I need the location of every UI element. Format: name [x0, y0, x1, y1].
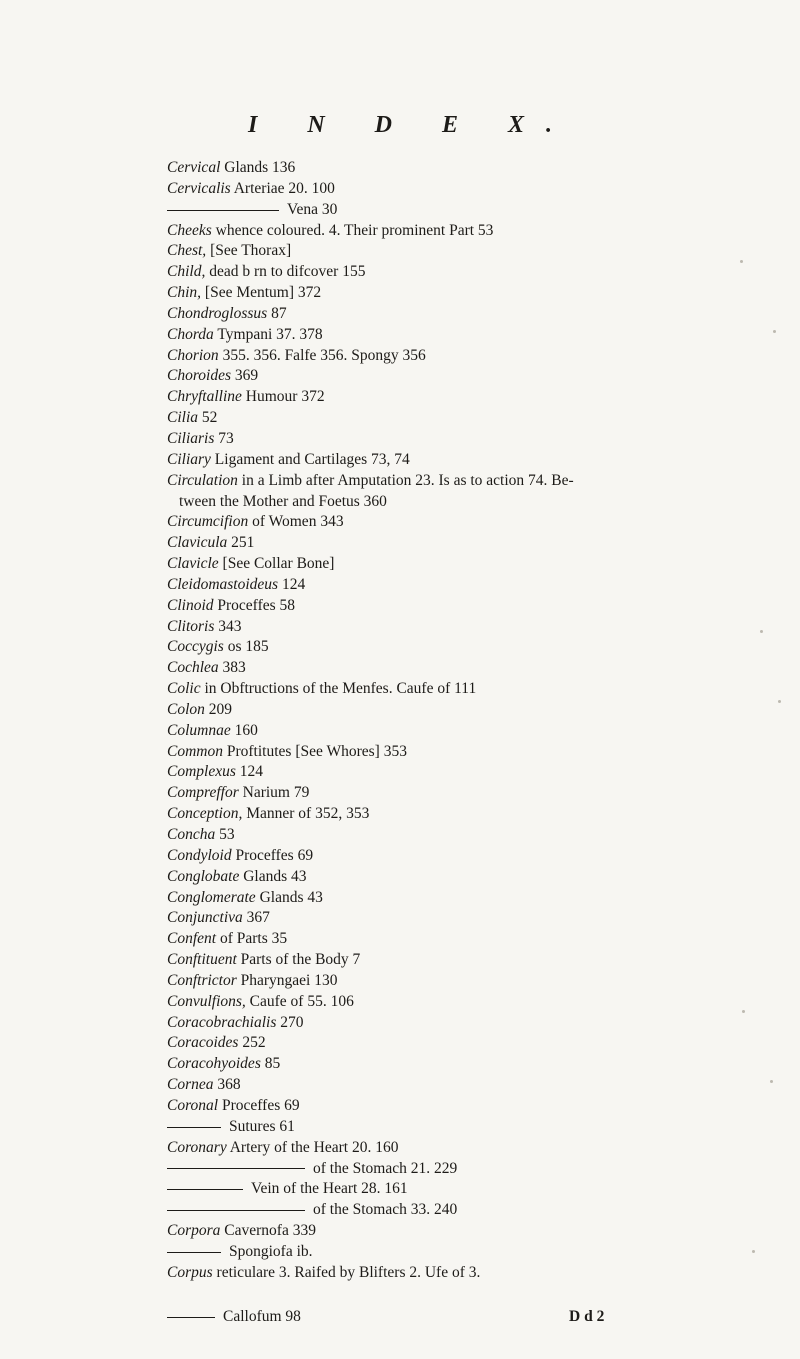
- ditto-dash: [167, 210, 279, 211]
- entry-references: Parts of the Body 7: [236, 951, 361, 969]
- index-entry: [167, 971, 800, 992]
- entry-references: 73: [214, 429, 234, 447]
- index-entry: [167, 554, 800, 575]
- index-entry: [167, 1033, 800, 1054]
- entry-term: Conglobate: [167, 867, 240, 885]
- footer-entry: Callofum 98: [223, 1308, 301, 1325]
- signature-mark: D d 2: [569, 1308, 605, 1325]
- entry-references: tween the Mother and Foetus 360: [179, 492, 387, 510]
- entry-references: 343: [214, 617, 242, 635]
- entry-term: Chryftalline: [167, 388, 242, 406]
- index-entry: [167, 1096, 800, 1117]
- entry-term: Columnae: [167, 721, 231, 739]
- index-entry: [167, 366, 800, 387]
- index-entry: [167, 283, 800, 304]
- entry-term: Cheeks: [167, 221, 212, 239]
- index-entry: [167, 1054, 800, 1075]
- index-entry: [167, 637, 800, 658]
- entry-term: Conjunctiva: [167, 909, 243, 927]
- entry-references: dead b rn to difcover 155: [205, 263, 366, 281]
- entry-references: Glands 43: [255, 888, 323, 906]
- entry-references: 367: [242, 909, 270, 927]
- index-entry: [167, 1013, 800, 1034]
- ditto-dash: [167, 1127, 221, 1128]
- index-entry: [167, 221, 800, 242]
- index-entry: [167, 262, 800, 283]
- index-entry: [167, 1075, 800, 1096]
- entry-references: 87: [267, 304, 287, 322]
- entry-references: 355. 356. Falfe 356. Spongy 356: [218, 346, 426, 364]
- entry-references: 124: [235, 763, 264, 781]
- index-entry: [167, 596, 800, 617]
- entry-term: Chorion: [167, 346, 219, 364]
- entry-term: Ciliaris: [167, 429, 215, 447]
- entry-term: Colic: [167, 680, 201, 698]
- index-entry: [167, 1138, 800, 1159]
- index-entry: [167, 1263, 800, 1284]
- entry-term: Cilia: [167, 409, 199, 427]
- index-entry: [167, 179, 800, 200]
- page-title: I N D E X.: [247, 112, 575, 138]
- entry-references: Sutures 61: [229, 1117, 295, 1135]
- entry-term: Confent: [167, 930, 217, 948]
- entry-references: Proceffes 58: [213, 596, 296, 614]
- entry-term: Chondroglossus: [167, 304, 268, 322]
- entry-references: Humour 372: [241, 388, 325, 406]
- entry-term: Conglomerate: [167, 888, 256, 906]
- index-entry: [167, 742, 800, 763]
- entry-term: Circulation: [167, 471, 238, 489]
- entry-references: 251: [227, 534, 255, 552]
- entry-references: 252: [238, 1034, 266, 1052]
- index-entry: [167, 200, 800, 221]
- entry-references: of the Stomach 21. 229: [313, 1159, 458, 1177]
- entry-references: of the Stomach 33. 240: [313, 1201, 458, 1219]
- index-entry: [167, 492, 800, 513]
- entry-references: Proceffes 69: [218, 1096, 300, 1114]
- entry-references: Tympani 37. 378: [213, 325, 323, 343]
- entry-term: Complexus: [167, 763, 236, 781]
- entry-references: Vein of the Heart 28. 161: [251, 1180, 408, 1198]
- entry-term: Choroides: [167, 367, 232, 385]
- index-entry: [167, 1200, 800, 1221]
- index-entry: [167, 804, 800, 825]
- entry-term: Ciliary: [167, 450, 211, 468]
- index-entry: [167, 1117, 800, 1138]
- index-entry: [167, 846, 800, 867]
- entry-references: Pharyngaei 130: [236, 971, 338, 989]
- entry-term: Colon: [167, 700, 205, 718]
- entry-references: [See Mentum] 372: [201, 284, 322, 302]
- entry-term: Conception,: [167, 805, 243, 823]
- entry-references: 209: [204, 700, 233, 718]
- index-entry: [167, 679, 800, 700]
- entry-term: Corpora: [167, 1222, 221, 1240]
- entry-references: Manner of 352, 353: [242, 805, 370, 823]
- entry-references: Artery of the Heart 20. 160: [226, 1138, 399, 1156]
- index-entry: [167, 346, 800, 367]
- index-entry: [167, 512, 800, 533]
- entry-references: Vena 30: [287, 200, 338, 218]
- index-entry: [167, 450, 800, 471]
- ditto-dash: [167, 1210, 305, 1211]
- entry-term: Chorda: [167, 325, 214, 343]
- index-entry: [167, 950, 800, 971]
- entry-term: Cornea: [167, 1076, 214, 1094]
- index-entry: [167, 304, 800, 325]
- entry-references: 160: [230, 721, 258, 739]
- index-entries: [167, 158, 800, 1284]
- entry-term: Clavicle: [167, 555, 219, 573]
- ditto-dash: [167, 1189, 243, 1190]
- entry-term: Corpus: [167, 1263, 213, 1281]
- entry-term: Coronary: [167, 1138, 227, 1156]
- index-entry: [167, 158, 800, 179]
- index-entry: [167, 888, 800, 909]
- entry-references: Spongiofa ib.: [229, 1242, 313, 1260]
- entry-references: Glands 136: [220, 159, 296, 176]
- entry-references: 124: [278, 575, 306, 593]
- entry-term: Child,: [167, 263, 206, 281]
- entry-term: Clavicula: [167, 534, 228, 552]
- index-entry: [167, 1159, 800, 1180]
- entry-references: whence coloured. 4. Their prominent Part 53: [211, 221, 494, 239]
- entry-term: Coronal: [167, 1096, 219, 1114]
- index-entry: [167, 908, 800, 929]
- entry-term: Concha: [167, 826, 216, 843]
- entry-term: Cochlea: [167, 659, 219, 677]
- entry-references: 53: [215, 826, 235, 843]
- ditto-dash: [167, 1168, 305, 1169]
- entry-term: Coracobrachialis: [167, 1013, 277, 1031]
- entry-references: [See Thorax]: [206, 242, 292, 260]
- entry-term: Chest,: [167, 242, 207, 260]
- index-entry: [167, 471, 800, 492]
- entry-references: [See Collar Bone]: [218, 555, 335, 573]
- entry-term: Coracoides: [167, 1034, 239, 1052]
- index-entry: [167, 929, 800, 950]
- entry-term: Cervicalis: [167, 179, 231, 197]
- entry-term: Convulfions,: [167, 992, 246, 1010]
- index-entry: [167, 325, 800, 346]
- entry-term: Condyloid: [167, 846, 232, 864]
- index-entry: [167, 533, 800, 554]
- entry-references: Arteriae 20. 100: [230, 179, 335, 197]
- index-entry: [167, 429, 800, 450]
- entry-references: 368: [213, 1076, 241, 1094]
- entry-references: 270: [276, 1013, 304, 1031]
- index-entry: [167, 721, 800, 742]
- entry-term: Clinoid: [167, 596, 214, 614]
- index-entry: [167, 575, 800, 596]
- index-entry: [167, 241, 800, 262]
- entry-references: in a Limb after Amputation 23. Is as to action 74. Be-: [237, 471, 574, 489]
- index-entry: [167, 387, 800, 408]
- entry-term: Common: [167, 742, 223, 760]
- footer-line: [167, 1306, 687, 1328]
- entry-references: 383: [218, 659, 246, 677]
- entry-references: Caufe of 55. 106: [245, 992, 354, 1010]
- entry-term: Clitoris: [167, 617, 215, 635]
- index-entry: [167, 783, 800, 804]
- entry-term: Circumcifion: [167, 513, 249, 531]
- entry-references: os 185: [223, 638, 269, 656]
- entry-term: Cleidomastoideus: [167, 575, 279, 593]
- entry-references: of Parts 35: [216, 930, 288, 948]
- index-entry: [167, 700, 800, 721]
- entry-term: Coccygis: [167, 638, 224, 656]
- entry-references: 85: [260, 1055, 281, 1073]
- index-entry: [167, 825, 800, 846]
- index-entry: [167, 1242, 800, 1263]
- entry-term: Conftituent: [167, 951, 237, 969]
- entry-references: 52: [198, 409, 218, 427]
- entry-term: Compreffor: [167, 784, 239, 802]
- entry-references: of Women 343: [248, 513, 344, 531]
- ditto-dash: [167, 1317, 215, 1319]
- entry-term: Cervical: [167, 159, 221, 176]
- entry-references: Glands 43: [239, 867, 307, 885]
- index-entry: [167, 1221, 800, 1242]
- index-entry: [167, 658, 800, 679]
- entry-term: Coracohyoides: [167, 1055, 261, 1073]
- index-entry: [167, 1179, 800, 1200]
- entry-references: 369: [231, 367, 259, 385]
- ditto-dash: [167, 1252, 221, 1253]
- entry-references: Proftitutes [See Whores] 353: [222, 742, 407, 760]
- entry-references: reticulare 3. Raifed by Blifters 2. Ufe of 3.: [212, 1263, 481, 1281]
- index-entry: [167, 617, 800, 638]
- index-entry: [167, 762, 800, 783]
- entry-references: Narium 79: [238, 784, 310, 802]
- entry-term: Chin,: [167, 284, 202, 302]
- entry-references: in Obftructions of the Menfes. Caufe of 111: [200, 680, 477, 698]
- index-entry: [167, 408, 800, 429]
- entry-references: Proceffes 69: [231, 846, 314, 864]
- entry-term: Conftrictor: [167, 971, 237, 989]
- entry-references: Ligament and Cartilages 73, 74: [210, 450, 410, 468]
- entry-references: Cavernofa 339: [220, 1222, 316, 1240]
- index-entry: [167, 992, 800, 1013]
- index-entry: [167, 867, 800, 888]
